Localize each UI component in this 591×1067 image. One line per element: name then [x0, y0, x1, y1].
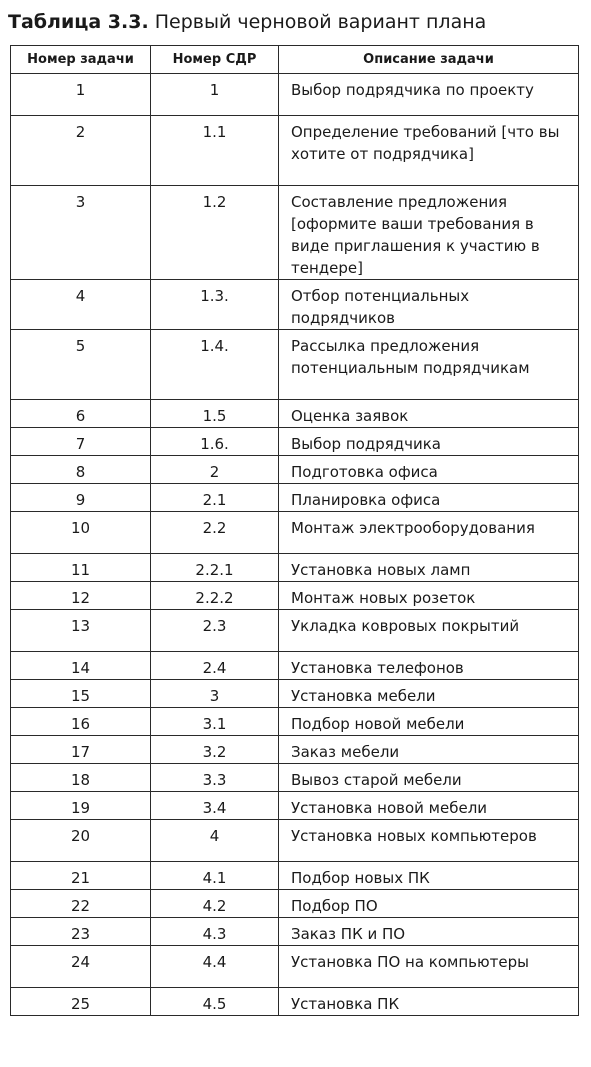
task-description-cell: Выбор подрядчика по проекту — [279, 74, 579, 116]
table-row — [11, 680, 579, 708]
table-row — [11, 484, 579, 512]
table-row — [11, 890, 579, 918]
table-row — [11, 820, 579, 862]
task-description-cell: Подбор ПО — [279, 890, 579, 918]
task-description-cell: Подготовка офиса — [279, 456, 579, 484]
task-number-cell: 5 — [11, 330, 151, 400]
wbs-number-cell: 3.4 — [151, 792, 279, 820]
table-row — [11, 428, 579, 456]
task-number-cell: 10 — [11, 512, 151, 554]
task-number-cell: 16 — [11, 708, 151, 736]
table-row — [11, 554, 579, 582]
wbs-number-cell: 4.4 — [151, 946, 279, 988]
wbs-number-cell: 1.1 — [151, 116, 279, 186]
task-number-cell: 21 — [11, 862, 151, 890]
task-description-cell: Планировка офиса — [279, 484, 579, 512]
task-number-cell: 24 — [11, 946, 151, 988]
header-task-description: Описание задачи — [279, 46, 579, 74]
wbs-number-cell: 2 — [151, 456, 279, 484]
task-number-cell: 2 — [11, 116, 151, 186]
wbs-number-cell: 4.3 — [151, 918, 279, 946]
wbs-number-cell: 2.4 — [151, 652, 279, 680]
wbs-number-cell: 1.6. — [151, 428, 279, 456]
wbs-number-cell: 1.4. — [151, 330, 279, 400]
task-description-cell: Установка телефонов — [279, 652, 579, 680]
table-row — [11, 736, 579, 764]
task-description-cell: Рассылка предложения потенциальным подрядчикам — [279, 330, 579, 400]
table-row — [11, 610, 579, 652]
table-row — [11, 74, 579, 116]
table-row — [11, 582, 579, 610]
table-body — [11, 74, 579, 1016]
table-row — [11, 792, 579, 820]
task-description-cell: Установка ПО на компьютеры — [279, 946, 579, 988]
table-row — [11, 652, 579, 680]
task-number-cell: 3 — [11, 186, 151, 280]
task-description-cell: Заказ ПК и ПО — [279, 918, 579, 946]
wbs-number-cell: 1.3. — [151, 280, 279, 330]
task-description-cell: Оценка заявок — [279, 400, 579, 428]
task-description-cell: Установка новых компьютеров — [279, 820, 579, 862]
wbs-number-cell: 2.2.2 — [151, 582, 279, 610]
task-description-cell: Укладка ковровых покрытий — [279, 610, 579, 652]
plan-table — [10, 45, 579, 1016]
task-description-cell: Установка новых ламп — [279, 554, 579, 582]
table-caption — [8, 10, 486, 34]
task-description-cell: Выбор подрядчика — [279, 428, 579, 456]
task-number-cell: 4 — [11, 280, 151, 330]
caption-title: Первый черновой вариант плана — [154, 11, 487, 33]
caption-label: Таблица 3.3. — [8, 11, 149, 33]
task-number-cell: 13 — [11, 610, 151, 652]
wbs-number-cell: 3.1 — [151, 708, 279, 736]
header-task-number: Номер задачи — [11, 46, 151, 74]
task-description-cell: Установка ПК — [279, 988, 579, 1016]
wbs-number-cell: 4.5 — [151, 988, 279, 1016]
table-row — [11, 280, 579, 330]
table-row — [11, 456, 579, 484]
task-description-cell: Заказ мебели — [279, 736, 579, 764]
table-row — [11, 946, 579, 988]
task-description-cell: Монтаж электрооборудования — [279, 512, 579, 554]
table-row — [11, 708, 579, 736]
wbs-number-cell: 4 — [151, 820, 279, 862]
table-header-row — [11, 46, 579, 74]
table-row — [11, 116, 579, 186]
task-description-cell: Подбор новой мебели — [279, 708, 579, 736]
wbs-number-cell: 3 — [151, 680, 279, 708]
wbs-number-cell: 4.1 — [151, 862, 279, 890]
table-row — [11, 988, 579, 1016]
header-wbs-number: Номер СДР — [151, 46, 279, 74]
wbs-number-cell: 1.2 — [151, 186, 279, 280]
task-description-cell: Подбор новых ПК — [279, 862, 579, 890]
task-number-cell: 25 — [11, 988, 151, 1016]
table-row — [11, 400, 579, 428]
task-description-cell: Определение требований [что вы хотите от подрядчика] — [279, 116, 579, 186]
wbs-number-cell: 1 — [151, 74, 279, 116]
task-number-cell: 19 — [11, 792, 151, 820]
task-description-cell: Установка новой мебели — [279, 792, 579, 820]
task-number-cell: 9 — [11, 484, 151, 512]
wbs-number-cell: 1.5 — [151, 400, 279, 428]
task-number-cell: 8 — [11, 456, 151, 484]
wbs-number-cell: 2.2 — [151, 512, 279, 554]
table-row — [11, 512, 579, 554]
task-description-cell: Составление предложения [оформите ваши требования в виде приглашения к участию в тендере] — [279, 186, 579, 280]
wbs-number-cell: 2.3 — [151, 610, 279, 652]
task-number-cell: 18 — [11, 764, 151, 792]
task-number-cell: 6 — [11, 400, 151, 428]
task-number-cell: 12 — [11, 582, 151, 610]
wbs-number-cell: 4.2 — [151, 890, 279, 918]
task-description-cell: Монтаж новых розеток — [279, 582, 579, 610]
task-number-cell: 23 — [11, 918, 151, 946]
task-number-cell: 1 — [11, 74, 151, 116]
task-description-cell: Установка мебели — [279, 680, 579, 708]
task-number-cell: 7 — [11, 428, 151, 456]
table-row — [11, 186, 579, 280]
wbs-number-cell: 2.2.1 — [151, 554, 279, 582]
wbs-number-cell: 3.3 — [151, 764, 279, 792]
task-description-cell: Вывоз старой мебели — [279, 764, 579, 792]
task-number-cell: 14 — [11, 652, 151, 680]
task-number-cell: 11 — [11, 554, 151, 582]
table-row — [11, 330, 579, 400]
task-description-cell: Отбор потенциальных подрядчиков — [279, 280, 579, 330]
table-row — [11, 862, 579, 890]
task-number-cell: 17 — [11, 736, 151, 764]
wbs-number-cell: 3.2 — [151, 736, 279, 764]
task-number-cell: 20 — [11, 820, 151, 862]
table-row — [11, 918, 579, 946]
wbs-number-cell: 2.1 — [151, 484, 279, 512]
task-number-cell: 22 — [11, 890, 151, 918]
task-number-cell: 15 — [11, 680, 151, 708]
table-row — [11, 764, 579, 792]
